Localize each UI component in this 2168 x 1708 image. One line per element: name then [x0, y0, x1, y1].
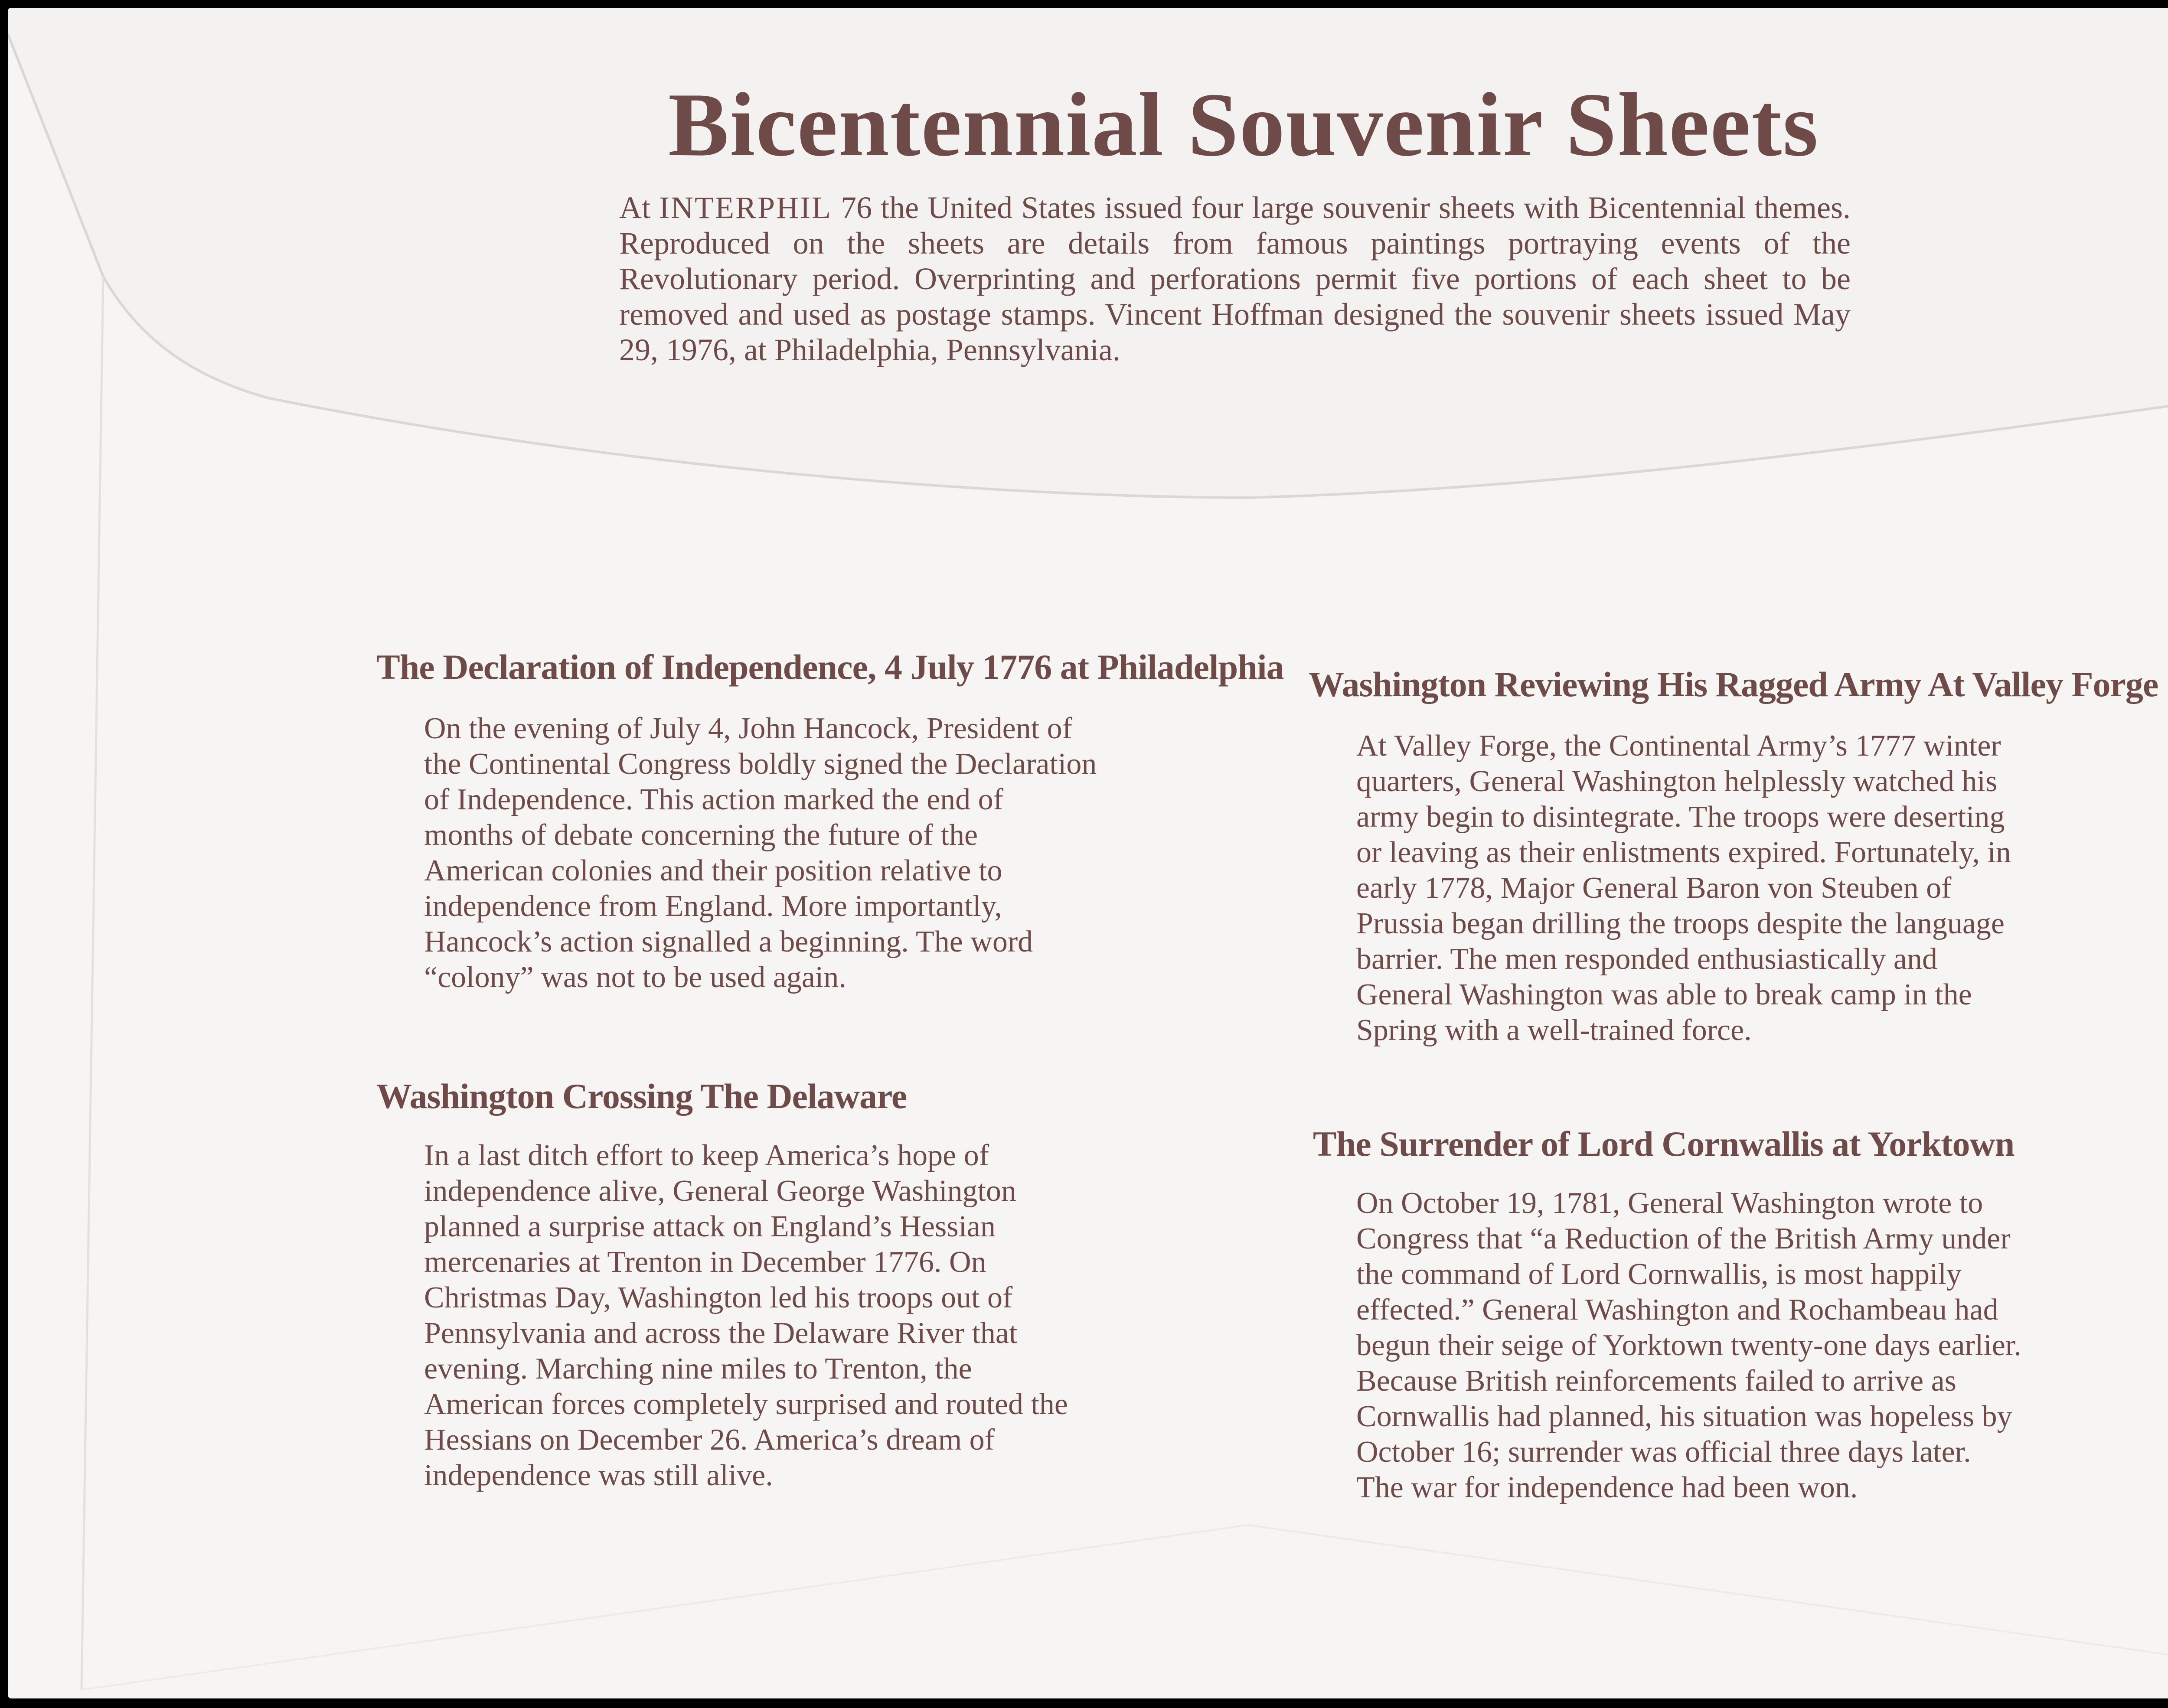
envelope-back: [8, 8, 2168, 1698]
section-body: On the evening of July 4, John Hancock, President of the Continental Congress boldly signed the Declaration of Independence. This action marked the end of months of debate concerning the future of the American colonies and their position relative to independence from England. More importantly, Hancock’s action signalled a beginning. The word “colony” was not to be used again.: [424, 712, 1097, 994]
intro-event-name: INTERPHIL: [659, 190, 833, 225]
section-heading: The Surrender of Lord Cornwallis at Yorktown: [1313, 1124, 2015, 1164]
section-heading: Washington Reviewing His Ragged Army At Valley Forge: [1309, 665, 2158, 704]
section-yorktown: [1313, 1126, 2021, 1506]
page-title: Bicentennial Souvenir Sheets: [668, 75, 1819, 175]
intro-paragraph: [619, 190, 1851, 368]
intro-text: 76 the United States issued four large souvenir sheets with Bicentennial themes. Reproduced on the sheets are details from famous paintings portraying events of the Revolutionary period. Overprinting and perforations permit five portions of each sheet to be removed and used as postage stamps. Vincent Hoffman designed the souvenir sheets issued May 29, 1976, at Philadelphia, Pennsylvania.: [619, 190, 1851, 367]
section-delaware: [376, 1076, 1068, 1493]
section-heading: Washington Crossing The Delaware: [376, 1076, 907, 1116]
section-valley-forge: [1309, 667, 2158, 1048]
section-heading: The Declaration of Independence, 4 July 1776 at Philadelphia: [376, 647, 1284, 687]
section-body: At Valley Forge, the Continental Army’s 1777 winter quarters, General Washington helplessly watched his army begin to disintegrate. The troops were deserting or leaving as their enlistments expired. Fortunately, in early 1778, Major General Baron von Steuben of Prussia began drilling the troops despite the language barrier. The men responded enthusiastically and General Washington was able to break camp in the Spring with a well-trained force.: [1356, 729, 2011, 1047]
section-declaration: [376, 649, 1284, 995]
section-body: In a last ditch effort to keep America’s hope of independence alive, General George Washington planned a surprise attack on England’s Hessian mercenaries at Trenton in December 1776. On Christmas Day, Washington led his troops out of Pennsylvania and across the Delaware River that evening. Marching nine miles to Trenton, the American forces completely surprised and routed the Hessians on December 26. America’s dream of independence was still alive.: [424, 1139, 1068, 1492]
section-body: On October 19, 1781, General Washington wrote to Congress that “a Reduction of the British Army under the command of Lord Cornwallis, is most happily effected.” General Washington and Rochambeau had begun their seige of Yorktown twenty-one days earlier. Because British reinforcements failed to arrive as Cornwallis had planned, his situation was hopeless by October 16; surrender was official three days later. The war for independence had been won.: [1356, 1186, 2021, 1504]
intro-lead: At: [619, 190, 660, 225]
